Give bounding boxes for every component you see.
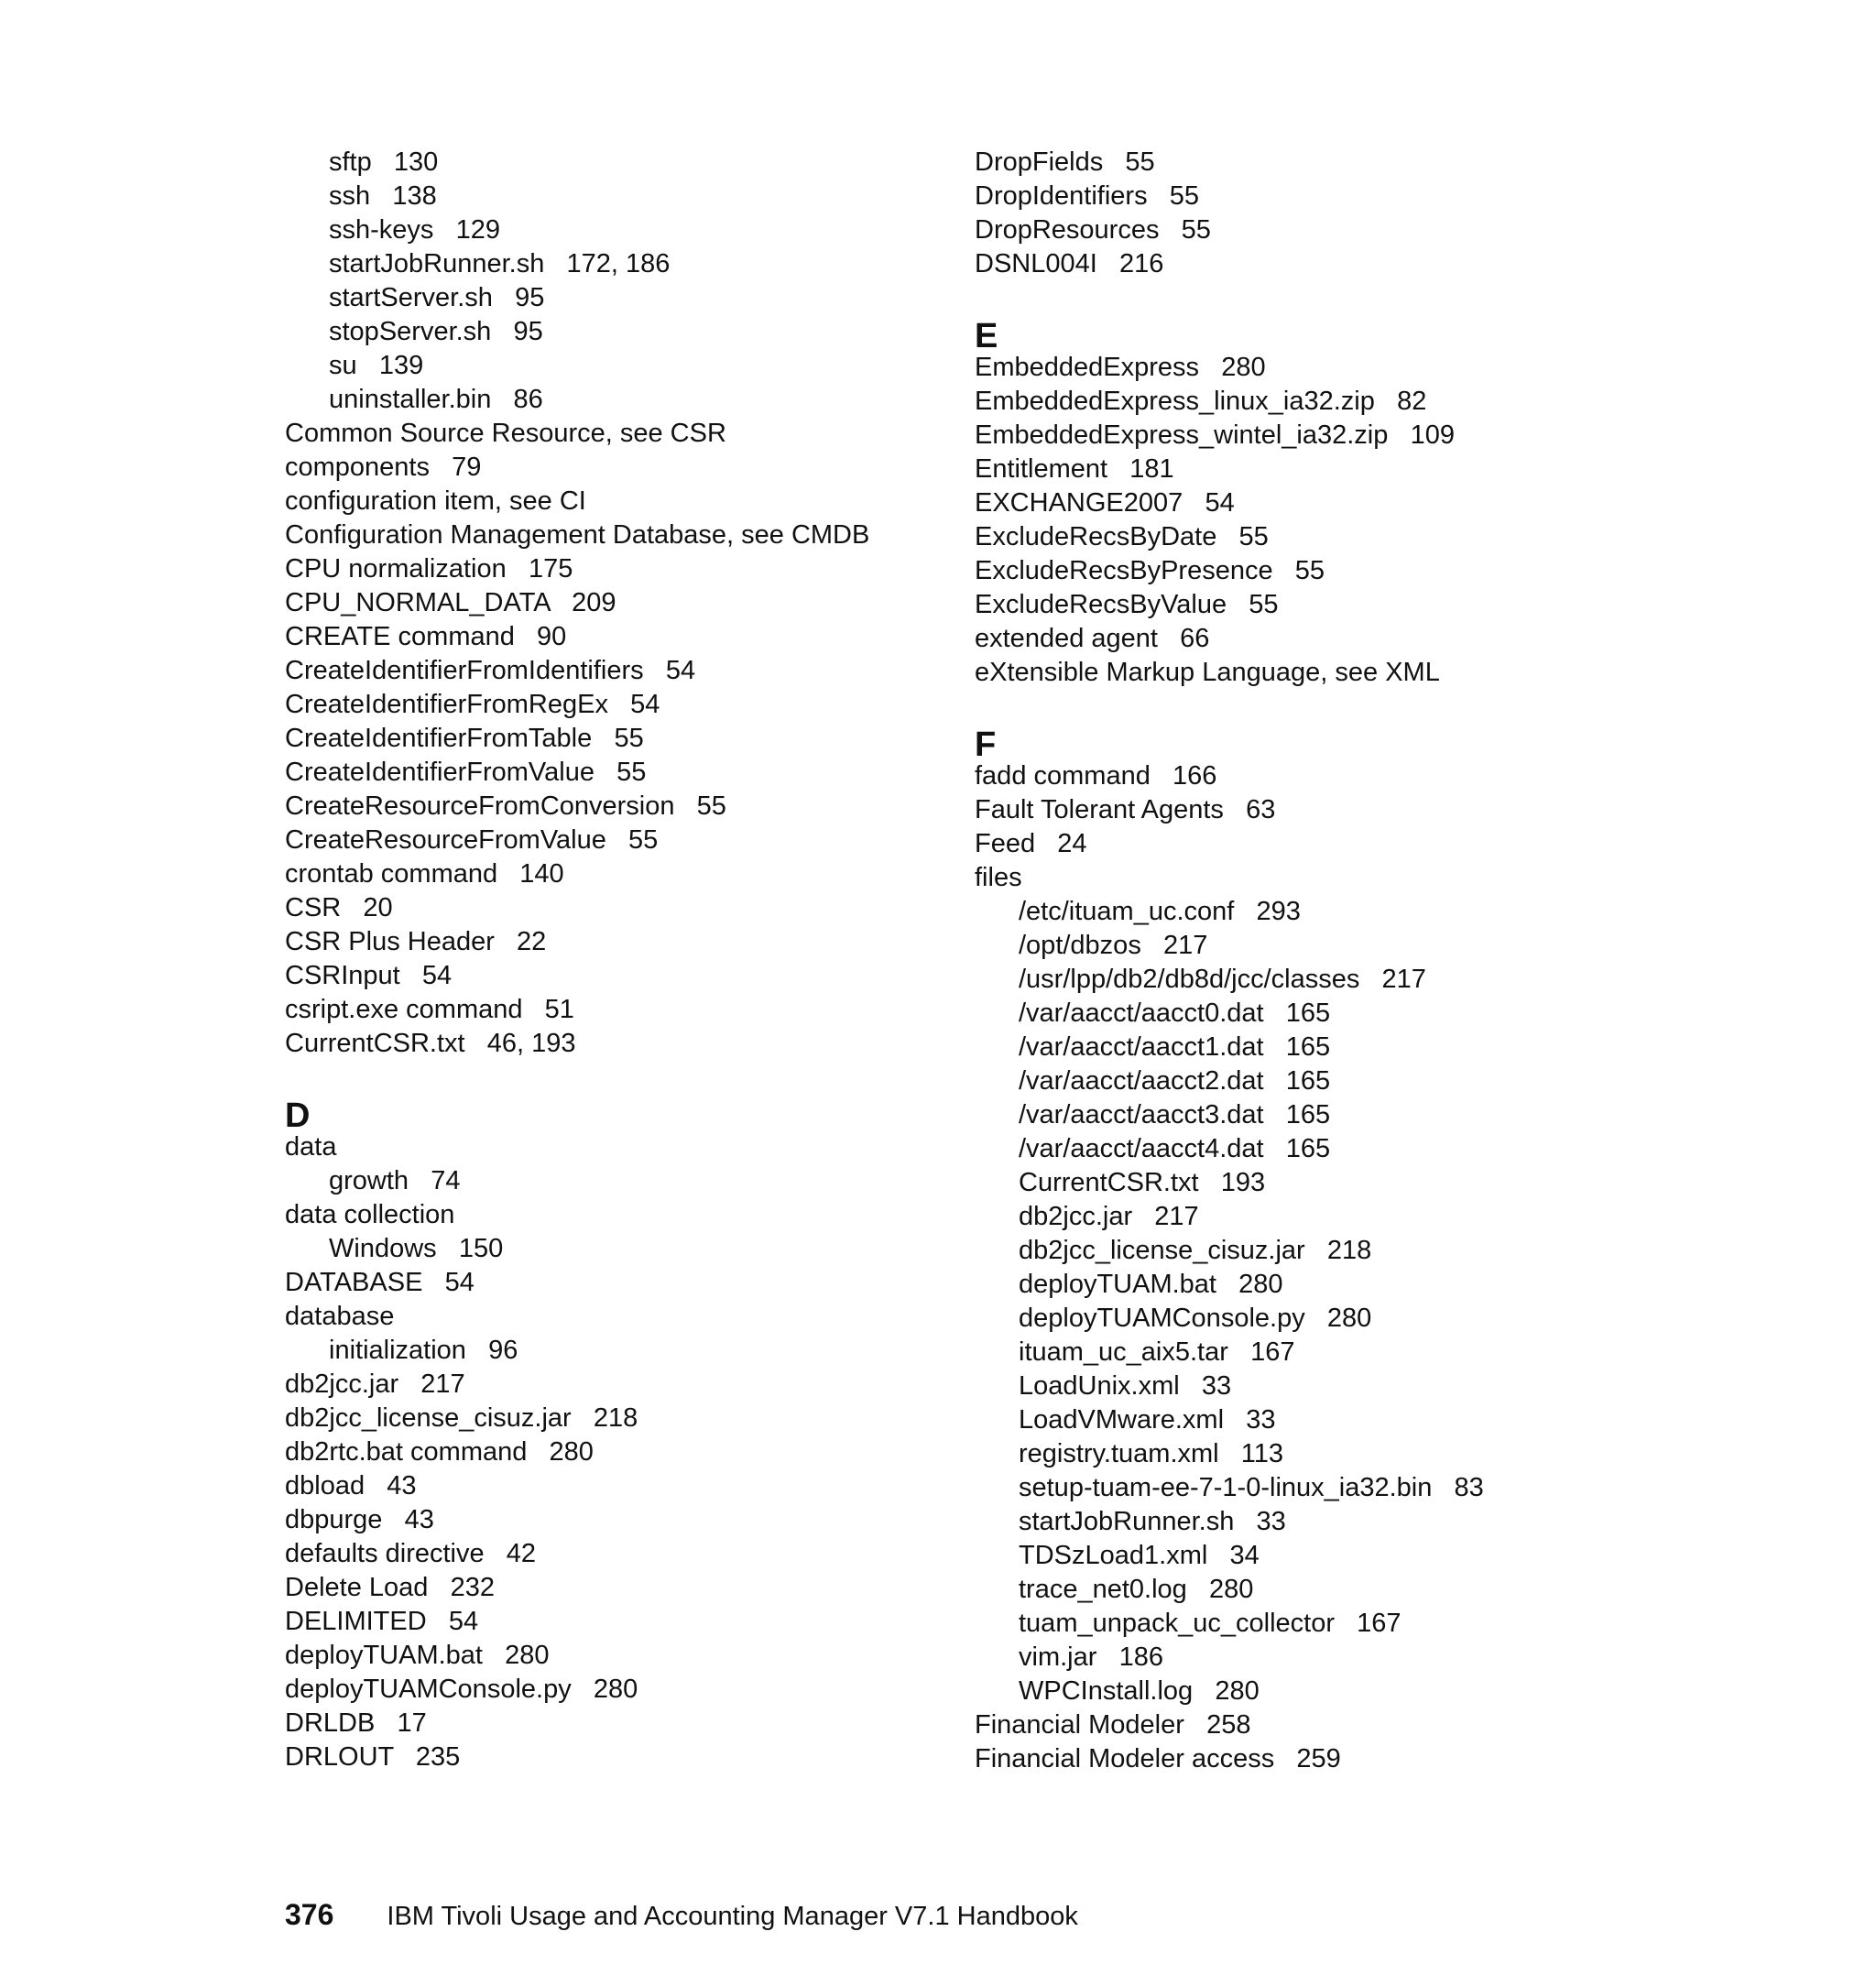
index-subentry — [975, 1505, 1671, 1539]
index-term: EmbeddedExpress — [975, 353, 1200, 382]
index-term: WPCInstall.log — [1019, 1676, 1194, 1706]
index-subentry — [975, 1573, 1671, 1607]
index-term: /usr/lpp/db2/db8d/jcc/classes — [1019, 965, 1360, 994]
index-page-refs: 55 — [1181, 215, 1211, 245]
index-subentry — [975, 1471, 1671, 1505]
index-subentry — [285, 1334, 944, 1368]
index-subentry — [975, 1539, 1671, 1573]
index-page-refs: 218 — [1326, 1236, 1372, 1265]
index-page-refs: 79 — [452, 453, 482, 482]
section-spacer — [975, 281, 1671, 314]
index-entry — [975, 1708, 1671, 1742]
index-term: growth — [329, 1166, 409, 1195]
index-term: CreateIdentifierFromRegEx — [285, 690, 608, 719]
index-page-refs: 172, 186 — [566, 249, 671, 278]
index-term: startJobRunner.sh — [1019, 1507, 1235, 1536]
index-subentry — [975, 895, 1671, 929]
index-entry — [975, 656, 1671, 690]
index-term: DropIdentifiers — [975, 181, 1148, 211]
index-page-refs: 165 — [1285, 998, 1331, 1028]
index-subentry — [975, 1166, 1671, 1200]
index-term: initialization — [329, 1336, 466, 1365]
index-term: DRLOUT — [285, 1742, 394, 1772]
index-subentry — [975, 1641, 1671, 1675]
index-term: deployTUAM.bat — [285, 1641, 483, 1670]
index-page-refs: 34 — [1229, 1541, 1260, 1570]
index-page-refs: 54 — [444, 1268, 474, 1297]
index-subentry — [975, 1369, 1671, 1403]
index-term: Financial Modeler — [975, 1710, 1184, 1740]
index-term: db2jcc.jar — [285, 1369, 399, 1399]
index-page-refs: 33 — [1246, 1405, 1276, 1435]
index-page-refs: 46, 193 — [486, 1029, 576, 1058]
index-entry — [975, 793, 1671, 827]
index-page-refs: 54 — [665, 656, 696, 685]
index-subentry — [975, 1403, 1671, 1437]
index-page-refs: 54 — [630, 690, 660, 719]
section-spacer — [285, 1061, 944, 1094]
index-entry — [285, 857, 944, 891]
index-term: CreateResourceFromConversion — [285, 791, 675, 821]
index-page-refs: 74 — [431, 1166, 461, 1195]
index-page-refs: 138 — [392, 181, 437, 211]
index-page-refs: 280 — [1208, 1575, 1254, 1604]
index-page-refs: 165 — [1285, 1066, 1331, 1096]
index-page-refs: 235 — [415, 1742, 461, 1772]
index-entry — [975, 1742, 1671, 1776]
index-term: startServer.sh — [329, 283, 493, 312]
index-page-refs: 55 — [696, 791, 726, 821]
index-term: vim.jar — [1019, 1642, 1097, 1672]
index-term: data — [285, 1132, 337, 1162]
index-term: CSRInput — [285, 961, 400, 990]
index-subentry — [975, 1132, 1671, 1166]
index-term: csript.exe command — [285, 995, 523, 1024]
index-term: configuration item, see CI — [285, 486, 586, 516]
index-page-refs: 280 — [1215, 1676, 1260, 1706]
index-entry — [285, 1469, 944, 1503]
index-entry — [285, 1435, 944, 1469]
index-page-refs: 95 — [513, 317, 543, 346]
index-entry — [285, 620, 944, 654]
index-term: ExcludeRecsByValue — [975, 590, 1227, 619]
section-spacer — [975, 690, 1671, 723]
index-subentry — [975, 1607, 1671, 1641]
index-term: db2jcc_license_cisuz.jar — [285, 1403, 572, 1433]
index-page-refs: 54 — [1205, 488, 1235, 518]
index-term: dbpurge — [285, 1505, 383, 1534]
page-footer — [285, 1896, 1078, 1935]
page-number: 376 — [285, 1898, 334, 1931]
index-page-refs: 280 — [593, 1675, 638, 1704]
index-term: DATABASE — [285, 1268, 423, 1297]
index-page-refs: 63 — [1246, 795, 1276, 824]
index-term: CreateIdentifierFromValue — [285, 758, 594, 787]
index-page-refs: 293 — [1256, 897, 1301, 926]
index-term: dbload — [285, 1471, 365, 1500]
index-page-refs: 96 — [488, 1336, 518, 1365]
index-entry — [975, 554, 1671, 588]
index-page-refs: 218 — [593, 1403, 638, 1433]
index-entry — [285, 756, 944, 790]
index-entry — [975, 486, 1671, 520]
index-term: components — [285, 453, 430, 482]
index-entry — [285, 824, 944, 857]
index-term: DSNL004I — [975, 249, 1097, 278]
index-entry — [285, 959, 944, 993]
index-subentry — [285, 315, 944, 349]
index-page-refs: 113 — [1240, 1439, 1284, 1468]
index-page-refs: 217 — [1154, 1202, 1199, 1231]
index-term: stopServer.sh — [329, 317, 492, 346]
index-entry — [285, 722, 944, 756]
index-page-refs: 280 — [1238, 1270, 1283, 1299]
index-subentry — [975, 1200, 1671, 1234]
index-term: Configuration Management Database, see CMDB — [285, 520, 870, 550]
index-page-refs: 90 — [537, 622, 567, 651]
index-page-refs: 55 — [628, 825, 659, 855]
index-page-refs: 217 — [1381, 965, 1426, 994]
index-term: CurrentCSR.txt — [1019, 1168, 1199, 1197]
index-page-refs: 130 — [393, 147, 439, 177]
index-entry — [285, 790, 944, 824]
index-entry — [975, 759, 1671, 793]
index-term: DropFields — [975, 147, 1104, 177]
index-term: Windows — [329, 1234, 437, 1263]
index-page-refs: 280 — [505, 1641, 550, 1670]
index-page-refs: 217 — [420, 1369, 465, 1399]
index-entry — [285, 925, 944, 959]
index-entry — [285, 891, 944, 925]
index-page-refs: 167 — [1250, 1337, 1295, 1367]
index-term: Delete Load — [285, 1573, 429, 1602]
index-term: CSR — [285, 893, 342, 922]
index-term: EXCHANGE2007 — [975, 488, 1183, 518]
index-term: CPU_NORMAL_DATA — [285, 588, 550, 617]
index-page-refs: 55 — [1249, 590, 1279, 619]
index-page-refs: 150 — [458, 1234, 504, 1263]
index-subentry — [975, 963, 1671, 997]
index-term: registry.tuam.xml — [1019, 1439, 1219, 1468]
index-page-refs: 259 — [1296, 1744, 1341, 1773]
index-page-refs: 139 — [378, 351, 424, 380]
index-page-refs: 55 — [1125, 147, 1155, 177]
index-page-refs: 181 — [1129, 454, 1174, 484]
index-term: tuam_unpack_uc_collector — [1019, 1609, 1335, 1638]
index-term: Common Source Resource, see CSR — [285, 419, 726, 448]
book-title: IBM Tivoli Usage and Accounting Manager V7.1 Handbook — [387, 1902, 1078, 1931]
index-term: /var/aacct/aacct1.dat — [1019, 1032, 1264, 1062]
index-entry — [285, 1368, 944, 1402]
index-entry — [285, 1707, 944, 1740]
index-page-refs: 54 — [448, 1607, 479, 1636]
index-subentry — [975, 997, 1671, 1031]
index-page-refs: 55 — [1238, 522, 1269, 551]
index-term: ExcludeRecsByPresence — [975, 556, 1273, 585]
index-entry — [975, 520, 1671, 554]
index-letter-heading: D — [285, 1097, 311, 1135]
index-entry — [285, 1740, 944, 1774]
index-term: /var/aacct/aacct2.dat — [1019, 1066, 1264, 1096]
index-page-refs: 280 — [1326, 1304, 1372, 1333]
index-term: CreateIdentifierFromIdentifiers — [285, 656, 644, 685]
index-term: CSR Plus Header — [285, 927, 495, 956]
index-subentry — [975, 1031, 1671, 1064]
index-subentry — [285, 146, 944, 180]
index-subentry — [285, 1232, 944, 1266]
index-term: /opt/dbzos — [1019, 931, 1141, 960]
index-subentry — [285, 1164, 944, 1198]
index-term: ituam_uc_aix5.tar — [1019, 1337, 1228, 1367]
index-page-refs: 17 — [397, 1708, 427, 1738]
index-term: Financial Modeler access — [975, 1744, 1275, 1773]
index-entry — [975, 588, 1671, 622]
index-entry — [285, 1503, 944, 1537]
index-term: uninstaller.bin — [329, 385, 492, 414]
index-page-refs: 175 — [528, 554, 573, 584]
index-term: LoadVMware.xml — [1019, 1405, 1225, 1435]
index-term: files — [975, 863, 1022, 892]
index-page-refs: 217 — [1163, 931, 1208, 960]
index-subentry — [975, 1675, 1671, 1708]
index-entry — [285, 1571, 944, 1605]
index-term: DropResources — [975, 215, 1160, 245]
index-entry — [285, 485, 944, 518]
index-page-refs: 42 — [506, 1539, 537, 1568]
index-page-refs: 33 — [1201, 1371, 1232, 1401]
index-entry — [285, 1673, 944, 1707]
index-entry — [975, 351, 1671, 385]
index-page-refs: 43 — [387, 1471, 417, 1500]
index-page-refs: 24 — [1057, 829, 1087, 858]
index-term: startJobRunner.sh — [329, 249, 545, 278]
index-page-refs: 165 — [1285, 1134, 1331, 1163]
index-page-refs: 55 — [614, 724, 644, 753]
index-subentry — [975, 929, 1671, 963]
index-term: deployTUAMConsole.py — [285, 1675, 572, 1704]
index-subentry — [285, 247, 944, 281]
index-page-refs: 86 — [513, 385, 543, 414]
index-term: ssh — [329, 181, 371, 211]
index-page-refs: 165 — [1285, 1100, 1331, 1129]
index-page-refs: 258 — [1206, 1710, 1251, 1740]
index-subentry — [975, 1336, 1671, 1369]
index-letter-heading: E — [975, 317, 998, 355]
index-term: Entitlement — [975, 454, 1108, 484]
index-entry — [285, 518, 944, 552]
index-entry — [285, 1198, 944, 1232]
index-entry — [285, 451, 944, 485]
index-term: su — [329, 351, 357, 380]
index-page-refs: 193 — [1220, 1168, 1266, 1197]
index-subentry — [285, 349, 944, 383]
index-subentry — [975, 1234, 1671, 1268]
index-term: /var/aacct/aacct3.dat — [1019, 1100, 1264, 1129]
index-subentry — [285, 281, 944, 315]
index-term: EmbeddedExpress_linux_ia32.zip — [975, 387, 1375, 416]
index-entry — [975, 861, 1671, 895]
index-entry — [285, 993, 944, 1027]
index-term: CREATE command — [285, 622, 515, 651]
index-page-refs: 140 — [519, 859, 564, 889]
index-page-refs: 55 — [1169, 181, 1200, 211]
index-subentry — [975, 1302, 1671, 1336]
index-entry — [975, 827, 1671, 861]
index-subentry — [975, 1098, 1671, 1132]
index-entry — [975, 453, 1671, 486]
index-page-refs: 55 — [616, 758, 647, 787]
index-page-refs: 20 — [363, 893, 393, 922]
index-page-refs: 83 — [1454, 1473, 1484, 1502]
index-term: deployTUAM.bat — [1019, 1270, 1216, 1299]
index-subentry — [975, 1268, 1671, 1302]
index-page-refs: 166 — [1172, 761, 1217, 791]
index-term: DRLDB — [285, 1708, 376, 1738]
index-page-refs: 66 — [1180, 624, 1210, 653]
index-term: CreateResourceFromValue — [285, 825, 606, 855]
index-term: deployTUAMConsole.py — [1019, 1304, 1305, 1333]
index-page-refs: 22 — [517, 927, 547, 956]
index-term: db2rtc.bat command — [285, 1437, 528, 1467]
index-term: LoadUnix.xml — [1019, 1371, 1180, 1401]
index-entry — [285, 1130, 944, 1164]
index-entry — [975, 146, 1671, 180]
index-page-refs: 167 — [1357, 1609, 1402, 1638]
index-entry — [285, 417, 944, 451]
index-term: Feed — [975, 829, 1036, 858]
index-term: ExcludeRecsByDate — [975, 522, 1217, 551]
index-entry — [285, 654, 944, 688]
index-column-left — [285, 146, 944, 1774]
index-entry — [975, 180, 1671, 213]
index-page-refs: 216 — [1118, 249, 1164, 278]
index-term: extended agent — [975, 624, 1158, 653]
index-page-refs: 95 — [515, 283, 545, 312]
index-entry — [975, 247, 1671, 281]
index-term: DELIMITED — [285, 1607, 427, 1636]
index-subentry — [975, 1437, 1671, 1471]
index-page-refs: 82 — [1397, 387, 1427, 416]
index-subentry — [285, 180, 944, 213]
index-entry — [285, 1027, 944, 1061]
index-entry — [285, 586, 944, 620]
index-subentry — [285, 213, 944, 247]
index-term: data collection — [285, 1200, 455, 1229]
index-page-refs: 51 — [544, 995, 574, 1024]
index-page-refs: 186 — [1118, 1642, 1163, 1672]
index-term: db2jcc_license_cisuz.jar — [1019, 1236, 1305, 1265]
index-term: trace_net0.log — [1019, 1575, 1187, 1604]
index-term: /var/aacct/aacct0.dat — [1019, 998, 1264, 1028]
index-term: /etc/ituam_uc.conf — [1019, 897, 1235, 926]
index-term: db2jcc.jar — [1019, 1202, 1133, 1231]
index-entry — [285, 1266, 944, 1300]
index-term: setup-tuam-ee-7-1-0-linux_ia32.bin — [1019, 1473, 1433, 1502]
index-term: CurrentCSR.txt — [285, 1029, 465, 1058]
index-page-refs: 129 — [455, 215, 500, 245]
index-subentry — [975, 1064, 1671, 1098]
index-entry — [285, 1402, 944, 1435]
index-entry — [285, 552, 944, 586]
index-subentry — [285, 383, 944, 417]
index-column-right — [975, 146, 1671, 1776]
index-page-refs: 280 — [549, 1437, 594, 1467]
index-page-refs: 165 — [1285, 1032, 1331, 1062]
index-term: database — [285, 1302, 395, 1331]
index-page-refs: 43 — [404, 1505, 434, 1534]
index-term: eXtensible Markup Language, see XML — [975, 658, 1440, 687]
index-term: defaults directive — [285, 1539, 485, 1568]
index-entry — [975, 622, 1671, 656]
index-page-refs: 33 — [1256, 1507, 1286, 1536]
index-page-refs: 280 — [1221, 353, 1266, 382]
index-page-refs: 209 — [572, 588, 616, 617]
index-letter-heading: F — [975, 726, 997, 764]
index-page-refs: 55 — [1294, 556, 1325, 585]
index-entry — [285, 1537, 944, 1571]
index-term: crontab command — [285, 859, 498, 889]
index-term: sftp — [329, 147, 372, 177]
index-entry — [975, 213, 1671, 247]
index-entry — [975, 419, 1671, 453]
index-term: fadd command — [975, 761, 1151, 791]
index-entry — [285, 1639, 944, 1673]
index-term: EmbeddedExpress_wintel_ia32.zip — [975, 420, 1389, 450]
index-term: Fault Tolerant Agents — [975, 795, 1224, 824]
index-page-refs: 232 — [450, 1573, 495, 1602]
index-term: /var/aacct/aacct4.dat — [1019, 1134, 1264, 1163]
index-page-refs: 109 — [1410, 420, 1455, 450]
index-term: CPU normalization — [285, 554, 507, 584]
index-term: CreateIdentifierFromTable — [285, 724, 593, 753]
index-term: TDSzLoad1.xml — [1019, 1541, 1208, 1570]
index-entry — [285, 1605, 944, 1639]
index-entry — [975, 385, 1671, 419]
index-entry — [285, 1300, 944, 1334]
index-entry — [285, 688, 944, 722]
index-page-refs: 54 — [421, 961, 453, 990]
index-term: ssh-keys — [329, 215, 434, 245]
